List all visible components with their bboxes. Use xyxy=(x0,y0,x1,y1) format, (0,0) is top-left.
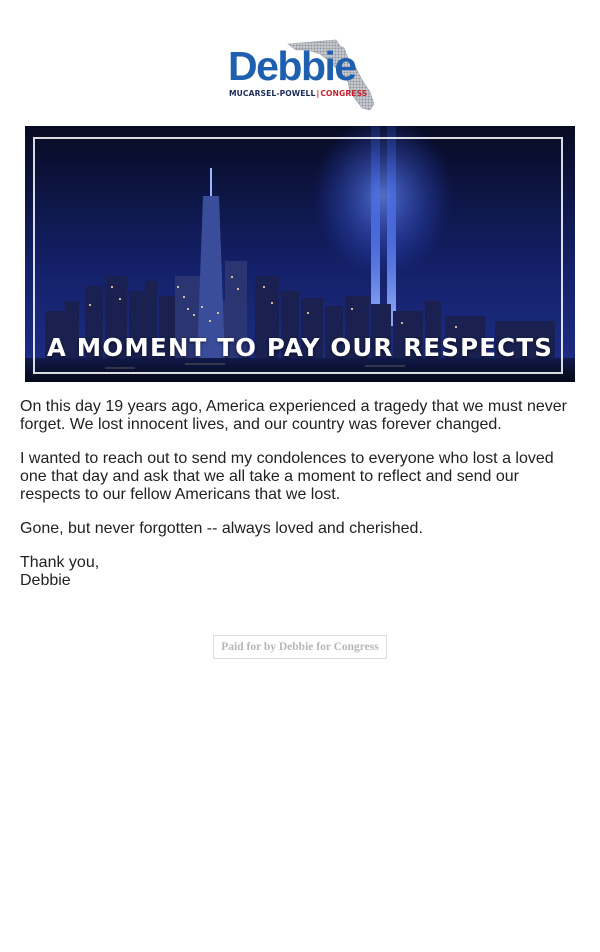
sign-off xyxy=(20,554,580,590)
logo-subtitle-left: MUCARSEL-POWELL xyxy=(229,89,316,98)
message-paragraph: I wanted to reach out to send my condolences to everyone who lost a loved one that day and ask that we all take a moment to reflect and send our respects to our fellow Americans that we lost. xyxy=(20,450,554,503)
hero-title: A MOMENT TO PAY OUR RESPECTS xyxy=(46,333,554,362)
message-paragraph: Gone, but never forgotten -- always loved and cherished. xyxy=(20,520,423,537)
message-body xyxy=(20,398,580,590)
campaign-logo[interactable] xyxy=(226,38,376,112)
message-paragraph: On this day 19 years ago, America experienced a tragedy that we must never forget. We lost innocent lives, and our country was forever changed. xyxy=(20,398,567,433)
signature: Debbie xyxy=(20,572,71,589)
logo-separator: | xyxy=(316,89,320,98)
logo-name: Debbie xyxy=(228,43,356,89)
hero-banner[interactable] xyxy=(25,126,575,382)
closing-line: Thank you, xyxy=(20,554,100,571)
logo-subtitle-right: CONGRESS xyxy=(320,89,368,98)
paid-for-disclaimer: Paid for by Debbie for Congress xyxy=(213,635,387,659)
logo-subtitle xyxy=(229,89,367,98)
